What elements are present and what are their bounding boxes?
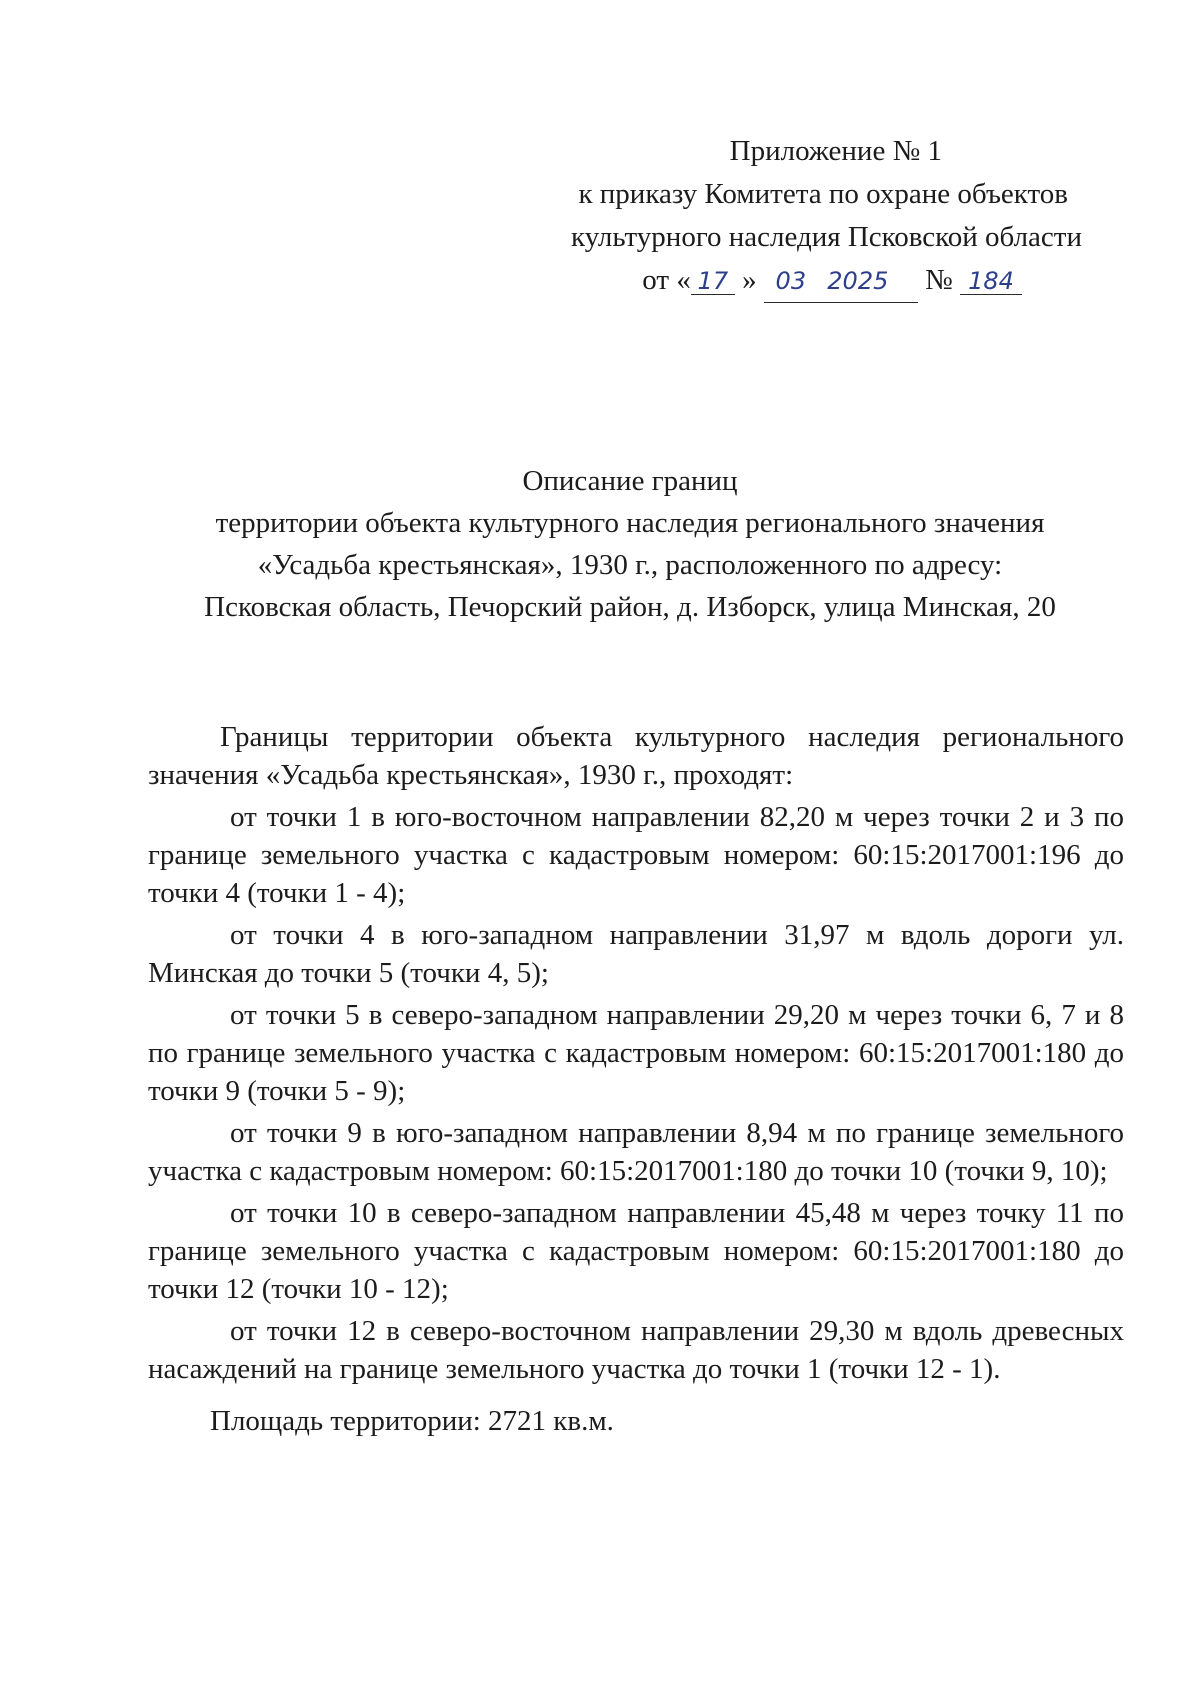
document-body — [148, 718, 1124, 1440]
appendix-order-reference: к приказу Комитета по охране объектов — [578, 178, 1068, 210]
boundary-segment-6: от точки 12 в северо-восточном направлении 29,30 м вдоль древесных насаждений на границе земельного участка до точки 1 (точки 12 - 1). — [148, 1315, 1124, 1385]
handwritten-order-number: 184 — [960, 268, 1022, 295]
title-line-4: Псковская область, Печорский район, д. Изборск, улица Минская, 20 — [204, 591, 1056, 623]
document-title — [150, 460, 1110, 628]
handwritten-day: 17 — [691, 268, 735, 295]
boundary-segment-1: от точки 1 в юго-восточном направлении 82,20 м через точки 2 и 3 по границе земельного участка с кадастровым номером: 60:15:2017001:196 до точки 4 (точки 1 - 4); — [148, 801, 1124, 909]
territory-area: Площадь территории: 2721 кв.м. — [210, 1405, 614, 1437]
title-line-3: «Усадьба крестьянская», 1930 г., расположенного по адресу: — [257, 549, 1003, 581]
boundary-segment-4: от точки 9 в юго-западном направлении 8,94 м по границе земельного участка с кадастровым номером: 60:15:2017001:180 до точки 10 (точки 9, 10); — [148, 1117, 1124, 1187]
date-month-year-rule — [764, 259, 918, 303]
appendix-date-line — [522, 259, 1082, 303]
date-quote-close: » — [742, 264, 757, 296]
handwritten-month: 03 — [775, 267, 807, 295]
appendix-title: Приложение № 1 — [729, 135, 942, 167]
boundary-segment-5: от точки 10 в северо-западном направлении 45,48 м через точку 11 по границе земельного участка с кадастровым номером: 60:15:2017001:180 до точки 12 (точки 10 - 12); — [148, 1197, 1124, 1305]
appendix-committee-name: культурного наследия Псковской области — [571, 221, 1082, 253]
boundary-segment-3: от точки 5 в северо-западном направлении 29,20 м через точки 6, 7 и 8 по границе земельного участка с кадастровым номером: 60:15:2017001:180 до точки 9 (точки 5 - 9); — [148, 999, 1124, 1107]
appendix-header — [522, 130, 1082, 303]
number-sign: № — [925, 264, 953, 296]
handwritten-year: 2025 — [827, 267, 889, 295]
title-line-1: Описание границ — [522, 465, 738, 497]
date-prefix: от « — [642, 264, 691, 296]
boundary-segment-2: от точки 4 в юго-западном направлении 31,97 м вдоль дороги ул. Минская до точки 5 (точки 4, 5); — [148, 919, 1124, 989]
body-intro-paragraph: Границы территории объекта культурного наследия регионального значения «Усадьба крестьянская», 1930 г., проходят: — [148, 721, 1124, 791]
title-line-2: территории объекта культурного наследия регионального значения — [215, 507, 1045, 539]
